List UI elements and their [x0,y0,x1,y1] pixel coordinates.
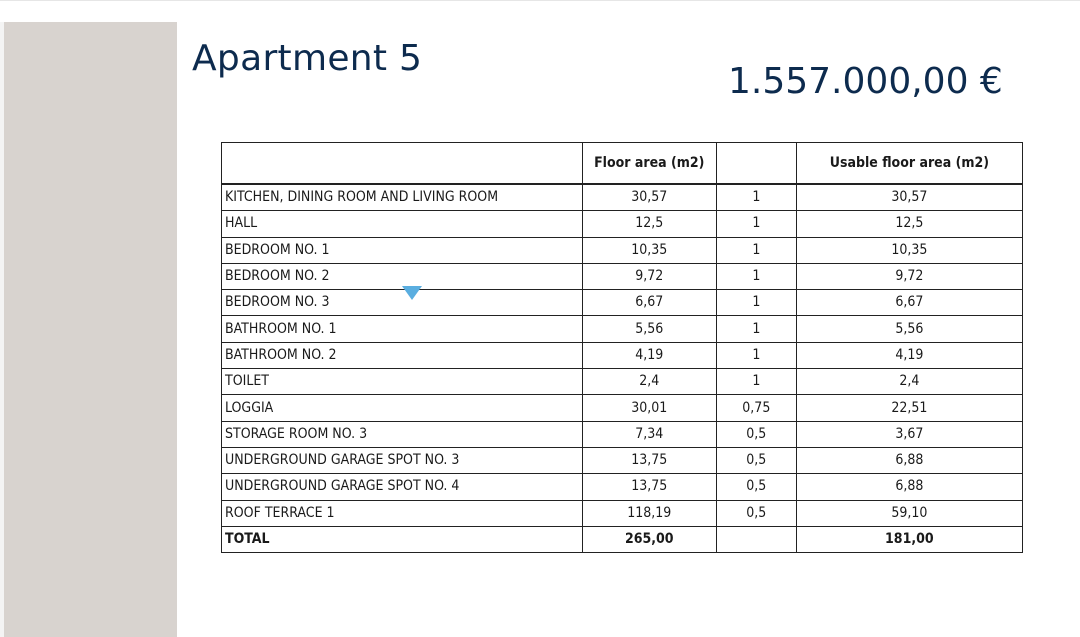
usable-area: 4,19 [796,342,1022,368]
coefficient: 0,75 [716,395,796,421]
coefficient: 1 [716,290,796,316]
table-row [222,447,1023,473]
floor-area: 30,01 [582,395,716,421]
table-row [222,184,1023,211]
usable-area: 6,88 [796,447,1022,473]
triangle-down-icon [402,286,422,300]
coefficient: 0,5 [716,474,796,500]
total-floor-area: 265,00 [582,526,716,552]
floor-area: 13,75 [582,474,716,500]
room-name: LOGGIA [222,395,583,421]
table-row [222,421,1023,447]
table-row [222,263,1023,289]
header-usable-area: Usable floor area (m2) [796,143,1022,185]
room-name: BEDROOM NO. 2 [222,263,583,289]
table-row [222,237,1023,263]
floor-area: 30,57 [582,184,716,211]
usable-area: 59,10 [796,500,1022,526]
room-name: BATHROOM NO. 2 [222,342,583,368]
table-row [222,395,1023,421]
floor-area: 6,67 [582,290,716,316]
table-row [222,211,1023,237]
floor-area: 13,75 [582,447,716,473]
floor-area: 12,5 [582,211,716,237]
floor-area: 2,4 [582,369,716,395]
floor-area: 5,56 [582,316,716,342]
header-coefficient [716,143,796,185]
coefficient: 1 [716,237,796,263]
floor-area: 4,19 [582,342,716,368]
header-name [222,143,583,185]
room-name: BEDROOM NO. 3 [222,290,583,316]
floor-area: 10,35 [582,237,716,263]
header-floor-area: Floor area (m2) [582,143,716,185]
table-row [222,369,1023,395]
coefficient: 1 [716,263,796,289]
room-name: UNDERGROUND GARAGE SPOT NO. 3 [222,447,583,473]
room-name: STORAGE ROOM NO. 3 [222,421,583,447]
table-header-row [222,143,1023,185]
usable-area: 9,72 [796,263,1022,289]
usable-area: 6,88 [796,474,1022,500]
table-total-row [222,526,1023,552]
room-name: TOILET [222,369,583,395]
room-name: BEDROOM NO. 1 [222,237,583,263]
floor-area: 7,34 [582,421,716,447]
room-name: KITCHEN, DINING ROOM AND LIVING ROOM [222,184,583,211]
usable-area: 2,4 [796,369,1022,395]
usable-area: 22,51 [796,395,1022,421]
floor-area: 9,72 [582,263,716,289]
table-row [222,290,1023,316]
coefficient: 0,5 [716,421,796,447]
total-usable-area: 181,00 [796,526,1022,552]
usable-area: 12,5 [796,211,1022,237]
room-name: ROOF TERRACE 1 [222,500,583,526]
coefficient: 1 [716,211,796,237]
room-name: UNDERGROUND GARAGE SPOT NO. 4 [222,474,583,500]
table-row [222,342,1023,368]
price-label: 1.557.000,00 € [728,61,1003,102]
floor-area: 118,19 [582,500,716,526]
table-row [222,474,1023,500]
total-label: TOTAL [222,526,583,552]
top-edge [0,0,1080,23]
usable-area: 30,57 [796,184,1022,211]
coefficient: 0,5 [716,500,796,526]
left-decorative-band [4,22,177,637]
usable-area: 6,67 [796,290,1022,316]
usable-area: 3,67 [796,421,1022,447]
table-row [222,500,1023,526]
room-name: BATHROOM NO. 1 [222,316,583,342]
area-table [221,142,1023,553]
usable-area: 5,56 [796,316,1022,342]
coefficient: 1 [716,184,796,211]
usable-area: 10,35 [796,237,1022,263]
total-coefficient [716,526,796,552]
coefficient: 1 [716,342,796,368]
room-name: HALL [222,211,583,237]
coefficient: 1 [716,316,796,342]
table-row [222,316,1023,342]
coefficient: 1 [716,369,796,395]
page-title: Apartment 5 [192,38,423,79]
coefficient: 0,5 [716,447,796,473]
